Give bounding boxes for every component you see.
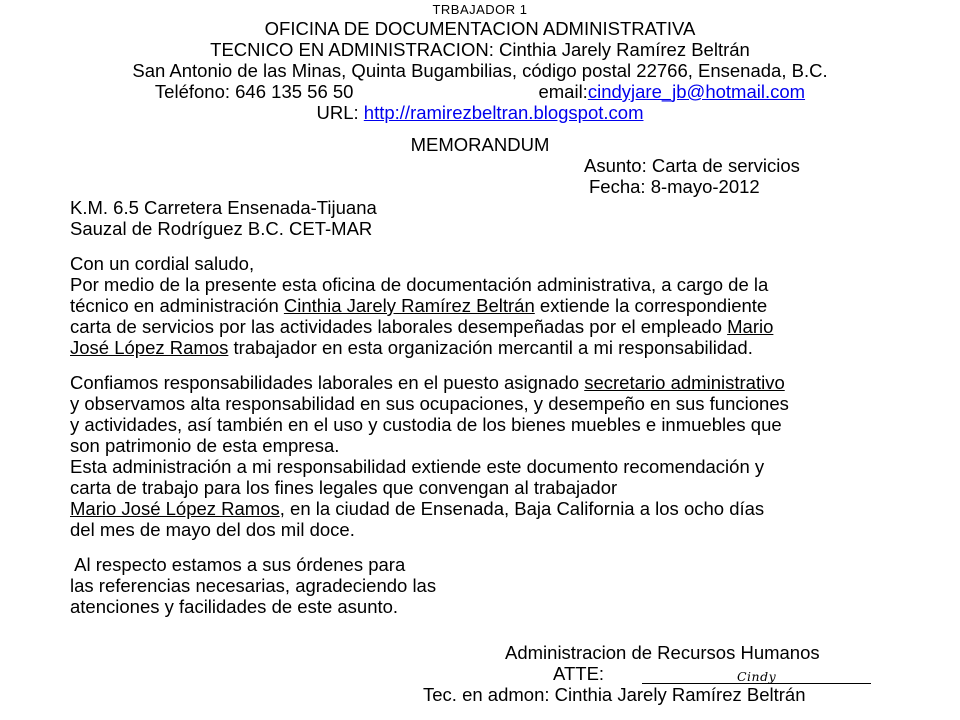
body-line <box>70 575 960 596</box>
underlined-name-text: José López Ramos <box>70 337 229 358</box>
body-text: , en la ciudad de Ensenada, Baja California a los ocho días <box>279 498 765 519</box>
blank-line <box>70 540 960 554</box>
body-line <box>70 596 960 617</box>
body-line <box>70 519 960 540</box>
body-line <box>70 372 960 393</box>
body-text: son patrimonio de esta empresa. <box>70 435 340 456</box>
body-text: y observamos alta responsabilidad en sus ocupaciones, y desempeño en sus funciones <box>70 393 789 414</box>
email-label: email: <box>538 81 588 102</box>
body-text: Por medio de la presente esta oficina de documentación administrativa, a cargo de la <box>70 274 769 295</box>
atte-label: ATTE: <box>553 663 605 684</box>
body-text: del mes de mayo del dos mil doce. <box>70 519 355 540</box>
body-line <box>70 295 960 316</box>
memo-subject: Asunto: Carta de servicios <box>584 155 800 176</box>
body-line <box>70 477 960 498</box>
worker-tag: TRBAJADOR 1 <box>432 2 528 17</box>
memo-title: MEMORANDUM <box>410 134 550 155</box>
body-text: carta de servicios por las actividades laborales desempeñadas por el empleado <box>70 316 728 337</box>
underlined-name-text: Mario José López Ramos <box>70 498 280 519</box>
body-line <box>70 554 960 575</box>
body-text: extiende la correspondiente <box>534 295 768 316</box>
body-text: Confiamos responsabilidades laborales en el puesto asignado <box>70 372 585 393</box>
signature-department: Administracion de Recursos Humanos <box>505 642 820 663</box>
body-line <box>70 274 960 295</box>
contact-line <box>0 81 960 102</box>
header-address: San Antonio de las Minas, Quinta Bugambilias, código postal 22766, Ensenada, B.C. <box>132 60 828 81</box>
underlined-name-text: secretario administrativo <box>584 372 785 393</box>
body-text: Con un cordial saludo, <box>70 253 255 274</box>
url-link[interactable]: http://ramirezbeltran.blogspot.com <box>363 102 644 123</box>
recipient-address-2: Sauzal de Rodríguez B.C. CET-MAR <box>70 218 373 239</box>
contact-spacer <box>353 81 538 102</box>
body-text: carta de trabajo para los fines legales que convengan al trabajador <box>70 477 618 498</box>
phone-label: Teléfono: 646 135 56 50 <box>154 81 354 102</box>
body-text: atenciones y facilidades de este asunto. <box>70 596 399 617</box>
body-text: trabajador en esta organización mercantil a mi responsabilidad. <box>228 337 753 358</box>
header-gap <box>0 123 960 134</box>
body-line <box>70 498 960 519</box>
signature-line <box>642 664 871 684</box>
signature-atte-line <box>0 663 960 684</box>
signature-gap <box>0 617 960 642</box>
body-line <box>70 253 960 274</box>
body-line <box>70 316 960 337</box>
memo-date: Fecha: 8-mayo-2012 <box>589 176 760 197</box>
signature-name: Cindy <box>736 669 777 684</box>
office-title: OFICINA DE DOCUMENTACION ADMINISTRATIVA <box>264 18 696 39</box>
body-gap <box>0 239 960 253</box>
body-text: y actividades, así también en el uso y custodia de los bienes muebles e inmuebles que <box>70 414 782 435</box>
body-line <box>70 414 960 435</box>
body-line <box>70 456 960 477</box>
body-text: las referencias necesarias, agradeciendo las <box>70 575 437 596</box>
body-text: Esta administración a mi responsabilidad extiende este documento recomendación y <box>70 456 765 477</box>
body-line <box>70 435 960 456</box>
email-link[interactable]: cindyjare_jb@hotmail.com <box>587 81 806 102</box>
body-line <box>70 393 960 414</box>
underlined-name-text: Mario <box>727 316 774 337</box>
url-label: URL: <box>316 102 364 123</box>
technician-title: TECNICO EN ADMINISTRACION: Cinthia Jarely Ramírez Beltrán <box>210 39 750 60</box>
body-text: técnico en administración <box>70 295 284 316</box>
body-line <box>70 337 960 358</box>
url-line <box>0 102 960 123</box>
recipient-address-1: K.M. 6.5 Carretera Ensenada-Tijuana <box>70 197 377 218</box>
blank-line <box>70 358 960 372</box>
letter-body <box>70 253 960 617</box>
signer-title: Tec. en admon: Cinthia Jarely Ramírez Beltrán <box>423 684 806 705</box>
underlined-name-text: Cinthia Jarely Ramírez Beltrán <box>283 295 535 316</box>
body-text: Al respecto estamos a sus órdenes para <box>70 554 406 575</box>
